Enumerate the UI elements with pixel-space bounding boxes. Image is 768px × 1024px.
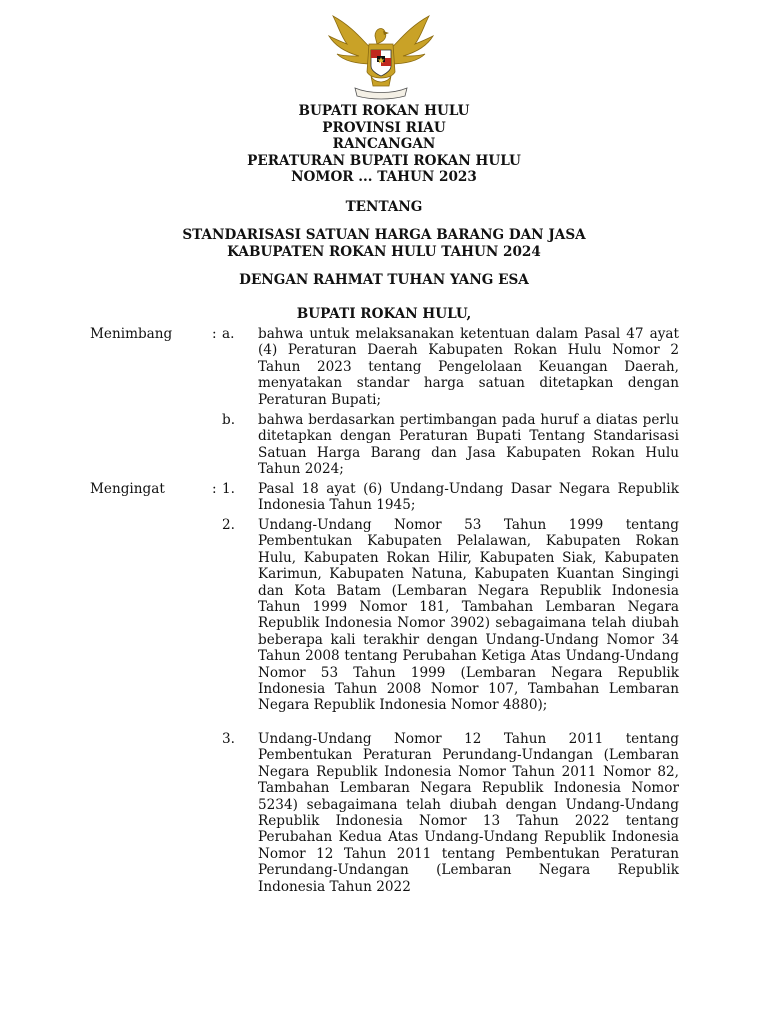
menimbang-item-b-mark: b. <box>222 412 236 428</box>
mengingat-label: Mengingat <box>90 481 165 497</box>
subject-line-1: STANDARISASI SATUAN HARGA BARANG DAN JASA <box>182 227 586 243</box>
header-line-regent: BUPATI ROKAN HULU <box>298 103 470 119</box>
regulation-subject <box>0 227 768 260</box>
header-line-number: NOMOR ... TAHUN 2023 <box>291 169 477 185</box>
header-line-province: PROVINSI RIAU <box>322 119 446 136</box>
subject-line-2: KABUPATEN ROKAN HULU TAHUN 2024 <box>227 243 541 260</box>
rahmat-heading: DENGAN RAHMAT TUHAN YANG ESA <box>239 272 529 288</box>
mengingat-item-1-text: Pasal 18 ayat (6) Undang-Undang Dasar Negara Republik Indonesia Tahun 1945; <box>258 481 679 514</box>
menimbang-item-a-text: bahwa untuk melaksanakan ketentuan dalam Pasal 47 ayat (4) Peraturan Daerah Kabupaten Rokan Hulu Nomor 2 Tahun 2023 tentang Pengelolaan Keuangan Daerah, menyatakan standar harga satuan ditetapkan dengan Peraturan Bupati; <box>258 326 679 408</box>
mengingat-item-3-mark: 3. <box>222 731 235 747</box>
menimbang-label: Menimbang <box>90 326 173 342</box>
header-line-draft: RANCANGAN <box>332 136 436 152</box>
mengingat-item-3-text: Undang-Undang Nomor 12 Tahun 2011 tentang Pembentukan Peraturan Perundang-Undangan (Lembaran Negara Republik Indonesia Nomor Tahun 2011 Nomor 82, Tambahan Lembaran Negara Republik Indonesia Nomor 5234) sebagaimana telah diubah dengan Undang-Undang Republik Indonesia Nomor 13 Tahun 2022 tentang Perubahan Kedua Atas Undang-Undang Republik Indonesia Nomor 12 Tahun 2011 tentang Pembentukan Peraturan Perundang-Undangan (Lembaran Negara Republik Indonesia Tahun 2022 <box>258 731 679 895</box>
mengingat-item-2-text: Undang-Undang Nomor 53 Tahun 1999 tentang Pembentukan Kabupaten Pelalawan, Kabupaten Rokan Hulu, Kabupaten Rokan Hilir, Kabupaten Siak, Kabupaten Karimun, Kabupaten Natuna, Kabupaten Kuantan Singingi dan Kota Batam (Lembaran Negara Republik Indonesia Tahun 1999 Nomor 181, Tambahan Lembaran Negara Republik Indonesia Nomor 3902) sebagaimana telah diubah beberapa kali terakhir dengan Undang-Undang Nomor 34 Tahun 2008 tentang Perubahan Ketiga Atas Undang-Undang Nomor 53 Tahun 1999 (Lembaran Negara Republik Indonesia Tahun 2008 Nomor 107, Tambahan Lembaran Negara Republik Indonesia Nomor 4880); <box>258 517 679 714</box>
menimbang-item-a-mark: a. <box>222 326 235 342</box>
header-line-regulation: PERATURAN BUPATI ROKAN HULU <box>247 152 521 169</box>
menimbang-item-b-text: bahwa berdasarkan pertimbangan pada huruf a diatas perlu ditetapkan dengan Peraturan Bupati Tentang Standarisasi Satuan Harga Barang dan Jasa Kabupaten Rokan Hulu Tahun 2024; <box>258 412 679 478</box>
menimbang-colon: : <box>212 326 217 342</box>
garuda-emblem-icon <box>325 14 437 100</box>
mengingat-item-1-mark: 1. <box>222 481 235 497</box>
bupati-heading: BUPATI ROKAN HULU, <box>296 306 472 322</box>
document-header <box>0 103 768 186</box>
mengingat-item-2-mark: 2. <box>222 517 235 533</box>
mengingat-colon: : <box>212 481 217 497</box>
tentang-heading: TENTANG <box>345 199 423 215</box>
